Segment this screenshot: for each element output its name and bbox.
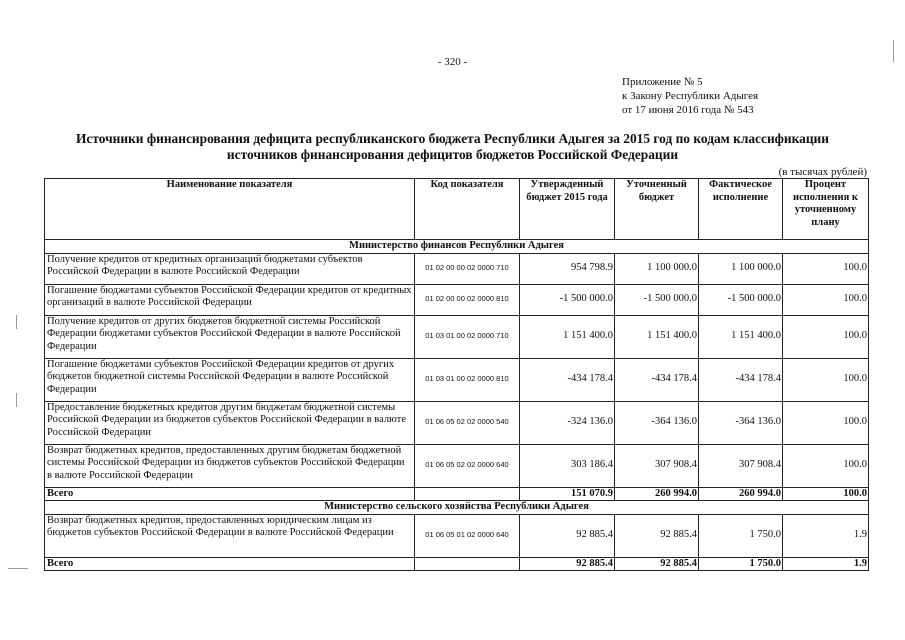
row-code: 01 03 01 00 02 0000 810 [415,358,520,401]
row-revised: -434 178.4 [615,358,699,401]
header-revised: Уточненный бюджет [615,179,699,240]
section-header [45,501,869,515]
total-label: Всего [45,557,415,571]
header-actual: Фактическое исполнение [699,179,783,240]
row-approved: 303 186.4 [520,444,615,487]
row-revised: -1 500 000.0 [615,284,699,315]
row-code: 01 06 05 01 02 0000 640 [415,514,520,557]
row-percent: 100.0 [783,253,869,284]
row-name: Погашение бюджетами субъектов Российской Федерации кредитов от кредитных организаций в валюте Российской Федерации [45,284,415,315]
row-actual: 307 908.4 [699,444,783,487]
row-name: Получение кредитов от кредитных организаций бюджетами субъектов Российской Федерации в валюте Российской Федерации [45,253,415,284]
row-code: 01 06 05 02 02 0000 540 [415,401,520,444]
financing-table [44,178,869,571]
row-revised: 1 100 000.0 [615,253,699,284]
row-percent: 100.0 [783,315,869,358]
row-code: 01 02 00 00 02 0000 810 [415,284,520,315]
total-code [415,487,520,501]
row-percent: 100.0 [783,284,869,315]
scan-mark [16,393,17,407]
row-name: Получение кредитов от других бюджетов бюджетной системы Российской Федерации бюджетами субъектов Российской Федерации в валюте Российской Федерации [45,315,415,358]
table-row [45,284,869,315]
row-name: Возврат бюджетных кредитов, предоставленных другим бюджетам бюджетной системы Российской Федерации из бюджетов субъектов Российской Федерации в валюте Российской Федерации [45,444,415,487]
row-approved: -434 178.4 [520,358,615,401]
title-line-1: Источники финансирования дефицита республиканского бюджета Республики Адыгея за 2015 год по кодам классификации [75,131,829,146]
row-approved: -324 136.0 [520,401,615,444]
row-code: 01 02 00 00 02 0000 710 [415,253,520,284]
row-approved: 92 885.4 [520,514,615,557]
header-percent: Процент исполнения к уточненному плану [783,179,869,240]
table-row [45,444,869,487]
table-row [45,253,869,284]
row-revised: 92 885.4 [615,514,699,557]
header-approved: Утвержденный бюджет 2015 года [520,179,615,240]
row-actual: -434 178.4 [699,358,783,401]
row-percent: 100.0 [783,401,869,444]
scan-mark [8,568,28,569]
table-row [45,315,869,358]
row-revised: -364 136.0 [615,401,699,444]
row-percent: 100.0 [783,444,869,487]
total-revised: 92 885.4 [615,557,699,571]
scan-mark [16,315,17,329]
row-name: Погашение бюджетами субъектов Российской Федерации кредитов от других бюджетов бюджетной системы Российской Федерации в валюте Российской Федерации [45,358,415,401]
row-approved: 954 798.9 [520,253,615,284]
row-code: 01 03 01 00 02 0000 710 [415,315,520,358]
total-label: Всего [45,487,415,501]
section-title: Министерство финансов Республики Адыгея [45,240,869,254]
units-note: (в тысячах рублей) [778,166,867,178]
table-row [45,514,869,557]
row-actual: 1 100 000.0 [699,253,783,284]
row-percent: 100.0 [783,358,869,401]
page-number: - 320 - [437,56,468,68]
document-title [20,131,885,163]
appendix-block [622,75,758,117]
row-actual: -1 500 000.0 [699,284,783,315]
row-code: 01 06 05 02 02 0000 640 [415,444,520,487]
row-revised: 1 151 400.0 [615,315,699,358]
row-approved: 1 151 400.0 [520,315,615,358]
table-row [45,358,869,401]
row-percent: 1.9 [783,514,869,557]
total-percent: 1.9 [783,557,869,571]
row-approved: -1 500 000.0 [520,284,615,315]
section-title: Министерство сельского хозяйства Республики Адыгея [45,501,869,515]
appendix-line-2: к Закону Республики Адыгея [622,90,759,102]
total-revised: 260 994.0 [615,487,699,501]
table-header-row [45,179,869,240]
row-name: Предоставление бюджетных кредитов другим бюджетам бюджетной системы Российской Федерации из бюджетов субъектов Российской Федерации в валюте Российской Федерации [45,401,415,444]
total-approved: 92 885.4 [520,557,615,571]
appendix-line-1: Приложение № 5 [622,76,703,88]
total-row [45,487,869,501]
row-actual: -364 136.0 [699,401,783,444]
header-code: Код показателя [415,179,520,240]
total-actual: 260 994.0 [699,487,783,501]
appendix-line-3: от 17 июня 2016 года № 543 [622,104,754,116]
total-actual: 1 750.0 [699,557,783,571]
row-revised: 307 908.4 [615,444,699,487]
row-actual: 1 750.0 [699,514,783,557]
header-name: Наименование показателя [45,179,415,240]
title-line-2: источников финансирования дефицитов бюджетов Российской Федерации [226,147,679,162]
section-header [45,240,869,254]
total-percent: 100.0 [783,487,869,501]
row-actual: 1 151 400.0 [699,315,783,358]
total-approved: 151 070.9 [520,487,615,501]
total-row [45,557,869,571]
table-row [45,401,869,444]
total-code [415,557,520,571]
scan-mark [893,40,894,62]
row-name: Возврат бюджетных кредитов, предоставленных юридическим лицам из бюджетов субъектов Российской Федерации в валюте Российской Федерации [45,514,415,557]
